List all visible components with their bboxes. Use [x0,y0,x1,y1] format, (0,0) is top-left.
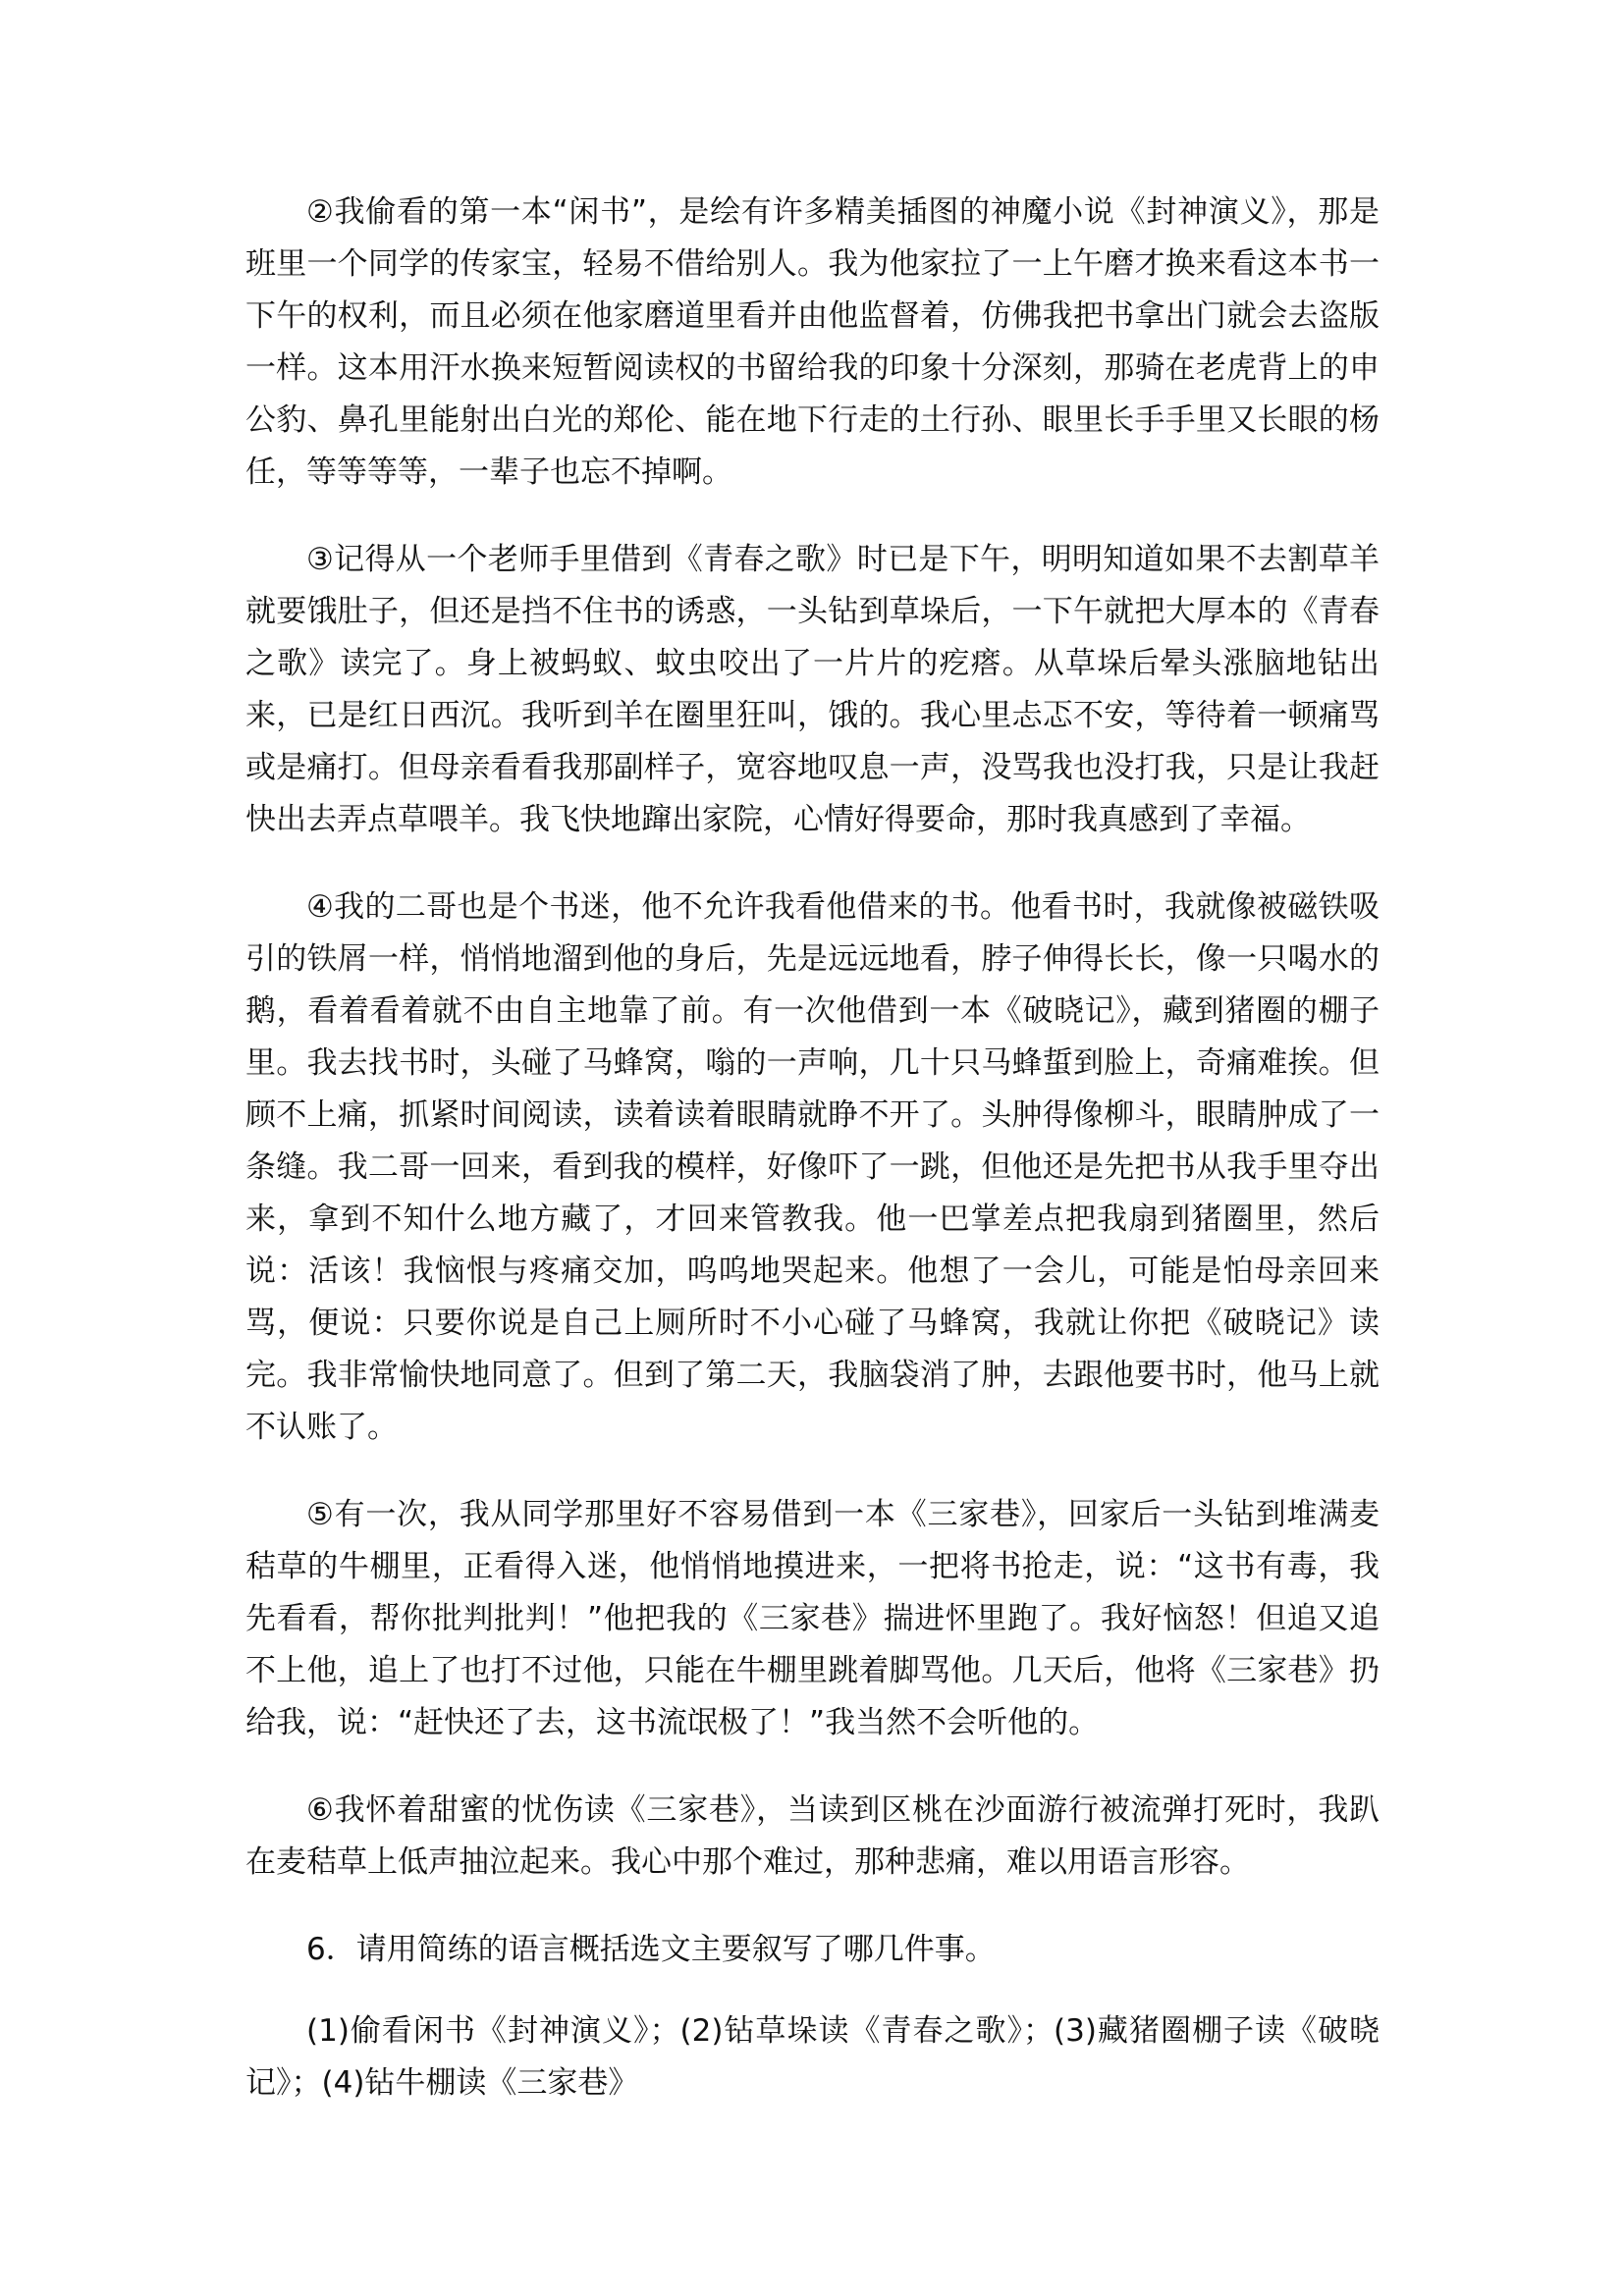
answer-6: (1)偷看闲书《封神演义》；(2)钻草垛读《青春之歌》；(3)藏猪圈棚子读《破晓记》；(4)钻牛棚读《三家巷》 [245,2013,1380,2101]
paragraph-4: ④我的二哥也是个书迷，他不允许我看他借来的书。他看书时，我就像被磁铁吸引的铁屑一样，悄悄地溜到他的身后，先是远远地看，脖子伸得长长，像一只喝水的鹅，看着看着就不由自主地靠了前。有一次他借到一本《破晓记》，藏到猪圈的棚子里。我去找书时，头碰了马蜂窝，嗡的一声响，几十只马蜂蜇到脸上，奇痛难挨。但顾不上痛，抓紧时间阅读，读着读着眼睛就睁不开了。头肿得像柳斗，眼睛肿成了一条缝。我二哥一回来，看到我的模样，好像吓了一跳，但他还是先把书从我手里夺出来，拿到不知什么地方藏了，才回来管教我。他一巴掌差点把我扇到猪圈里，然后说：活该！我恼恨与疼痛交加，呜呜地哭起来。他想了一会儿，可能是怕母亲回来骂，便说：只要你说是自己上厕所时不小心碰了马蜂窝，我就让你把《破晓记》读完。我非常愉快地同意了。但到了第二天，我脑袋消了肿，去跟他要书时，他马上就不认账了。 [245,889,1380,1445]
question-6: 6．请用简练的语言概括选文主要叙写了哪几件事。 [306,1932,996,1967]
paragraph-2: ②我偷看的第一本“闲书”，是绘有许多精美插图的神魔小说《封神演义》，那是班里一个同学的传家宝，轻易不借给别人。我为他家拉了一上午磨才换来看这本书一下午的权利，而且必须在他家磨道里看并由他监督着，仿佛我把书拿出门就会去盗版一样。这本用汗水换来短暂阅读权的书留给我的印象十分深刻，那骑在老虎背上的申公豹、鼻孔里能射出白光的郑伦、能在地下行走的土行孙、眼里长手手里又长眼的杨任，等等等等，一辈子也忘不掉啊。 [245,194,1380,490]
document-page [245,187,1380,2145]
paragraph-5: ⑤有一次，我从同学那里好不容易借到一本《三家巷》，回家后一头钻到堆满麦秸草的牛棚里，正看得入迷，他悄悄地摸进来，一把将书抢走，说：“这书有毒，我先看看，帮你批判批判！”他把我的《三家巷》揣进怀里跑了。我好恼怒！但追又追不上他，追上了也打不过他，只能在牛棚里跳着脚骂他。几天后，他将《三家巷》扔给我，说：“赶快还了去，这书流氓极了！”我当然不会听他的。 [245,1497,1380,1740]
paragraph-3: ③记得从一个老师手里借到《青春之歌》时已是下午，明明知道如果不去割草羊就要饿肚子，但还是挡不住书的诱惑，一头钻到草垛后，一下午就把大厚本的《青春之歌》读完了。身上被蚂蚁、蚊虫咬出了一片片的疙瘩。从草垛后晕头涨脑地钻出来，已是红日西沉。我听到羊在圈里狂叫，饿的。我心里忐忑不安，等待着一顿痛骂或是痛打。但母亲看看我那副样子，宽容地叹息一声，没骂我也没打我，只是让我赶快出去弄点草喂羊。我飞快地蹿出家院，心情好得要命，那时我真感到了幸福。 [245,542,1380,837]
paragraph-6: ⑥我怀着甜蜜的忧伤读《三家巷》，当读到区桃在沙面游行被流弹打死时，我趴在麦秸草上低声抽泣起来。我心中那个难过，那种悲痛，难以用语言形容。 [245,1792,1380,1880]
